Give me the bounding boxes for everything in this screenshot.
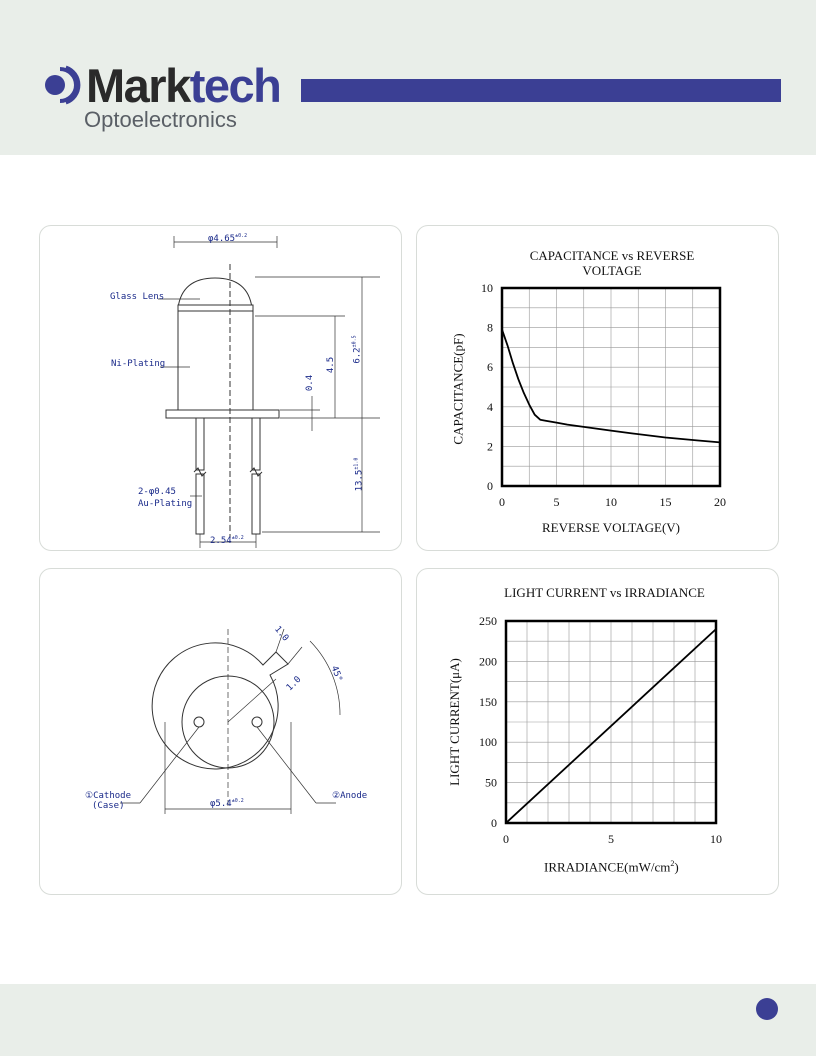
angle-45: 45° (328, 664, 344, 684)
y-tick-label: 2 (487, 439, 493, 454)
brand-subtitle: Optoelectronics (84, 107, 237, 132)
y-tick-label: 200 (479, 654, 497, 669)
cathode-label: ①Cathode (85, 791, 131, 801)
x-tick-label: 10 (605, 495, 617, 509)
y-tick-label: 50 (485, 775, 497, 790)
dim-135-value: 13.5 (354, 469, 365, 492)
x-tick-label: 0 (503, 832, 509, 846)
y-tick-label: 10 (481, 281, 493, 295)
y-tick-label: 100 (479, 735, 497, 750)
bottom-view-drawing-panel (39, 568, 402, 895)
dim-top (208, 233, 247, 244)
leads-count-label: 2-φ0.45 (138, 487, 176, 497)
cathode-case-label: (Case) (92, 801, 125, 811)
bottom-view-drawing (40, 569, 401, 894)
dim-254 (210, 535, 244, 546)
dim-135-tol: ±1.0 (353, 457, 360, 470)
capacitance-chart-title-line1: CAPACITANCE vs REVERSE (529, 248, 695, 263)
y-tick-label: 4 (487, 399, 493, 414)
light-current-chart-title: LIGHT CURRENT vs IRRADIANCE (504, 585, 705, 600)
dim-top-tol: ±0.2 (235, 233, 248, 239)
header-band (0, 0, 816, 155)
au-plating-label: Au-Plating (138, 499, 193, 509)
dim-45: 4.5 (326, 356, 337, 374)
dim-diameter-value: φ5.4 (210, 799, 232, 809)
page-indicator-dot (756, 998, 778, 1020)
brand-part-1: Mark (86, 59, 190, 112)
light-current-x-label-text: IRRADIANCE(mW/cm (544, 859, 671, 875)
dim-04: 0.4 (305, 374, 316, 392)
brand-part-2: tech (189, 59, 281, 112)
footer-band (0, 984, 816, 1056)
dim-254-value: 2.54 (210, 536, 232, 546)
x-tick-label: 20 (714, 495, 726, 509)
glass-lens-label: Glass Lens (110, 292, 165, 302)
light-current-x-axis-label (544, 859, 679, 875)
capacitance-y-axis-label: CAPACITANCE(pF) (450, 333, 466, 445)
dim-62-tol: ±0.5 (351, 335, 358, 348)
x-tick-label: 5 (608, 832, 614, 846)
x-tick-label: 15 (659, 495, 672, 509)
capacitance-x-axis-label: REVERSE VOLTAGE(V) (542, 520, 680, 535)
dim-tab-width: 1.0 (272, 624, 291, 644)
anode-label: ②Anode (332, 791, 368, 801)
side-view-drawing (40, 226, 401, 550)
x-tick-label: 10 (710, 832, 722, 846)
x-tick-label: 0 (499, 495, 505, 509)
light-current-chart-panel (416, 568, 779, 895)
y-tick-label: 150 (479, 694, 497, 709)
capacitance-chart-svg (417, 226, 778, 550)
dim-135 (353, 458, 364, 492)
capacitance-chart-title-line2: VOLTAGE (582, 263, 642, 278)
light-current-chart-svg (417, 569, 778, 894)
dim-254-tol: ±0.2 (231, 535, 244, 541)
dim-top-value: φ4.65 (208, 234, 236, 244)
y-tick-label: 0 (487, 479, 493, 493)
side-view-drawing-panel (39, 225, 402, 551)
y-tick-label: 0 (491, 816, 497, 830)
x-tick-label: 5 (553, 495, 560, 509)
y-tick-label: 250 (479, 614, 497, 628)
light-current-y-axis-label: LIGHT CURRENT(μA) (446, 658, 462, 786)
light-current-x-label-sup: 2 (670, 859, 675, 868)
dim-diameter (210, 798, 244, 809)
concentric-arcs-logo-icon (42, 65, 82, 105)
dim-diameter-tol: ±0.2 (231, 798, 244, 804)
dim-tab-length: 1.0 (284, 674, 304, 694)
capacitance-chart-panel (416, 225, 779, 551)
dim-62-value: 6.2 (352, 347, 363, 364)
header-accent-bar (301, 79, 781, 102)
light-current-x-label-end: ) (674, 859, 679, 875)
y-tick-label: 8 (487, 320, 493, 335)
y-tick-label: 6 (487, 360, 493, 375)
dim-62 (352, 335, 363, 363)
ni-plating-label: Ni-Plating (111, 359, 166, 369)
